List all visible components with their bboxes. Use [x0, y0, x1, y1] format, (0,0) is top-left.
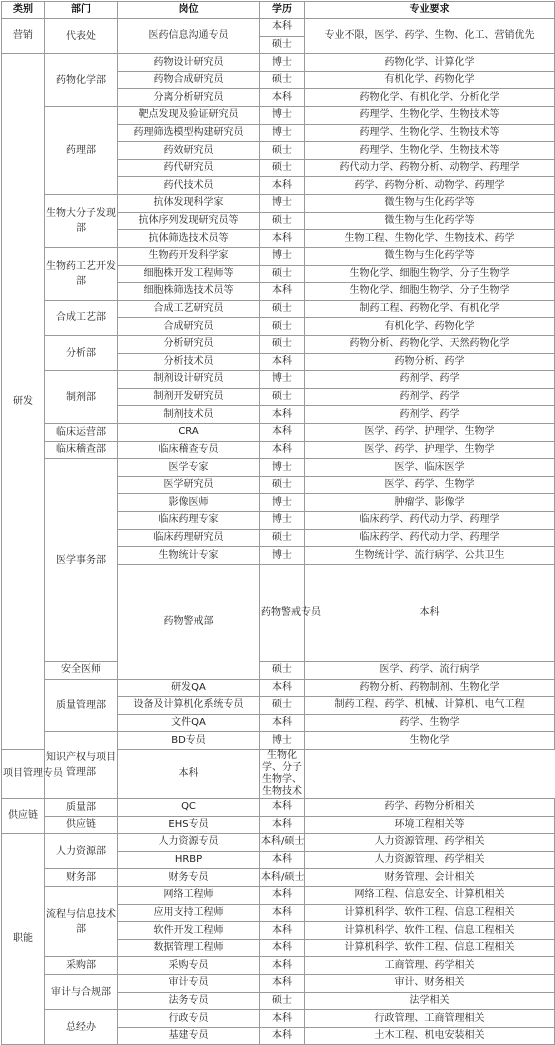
major-requirement-cell: 药物分析、药物制剂、生物化学 [305, 679, 555, 697]
education-cell: 硕士 [260, 36, 305, 54]
major-requirement-cell: 医学、药学、流行病学 [305, 661, 555, 679]
education-cell: 本科 [260, 19, 305, 37]
header-major-requirement: 专业要求 [305, 2, 555, 19]
education-cell: 本科 [305, 564, 555, 661]
table-row [2, 732, 555, 750]
education-cell: 本科/硕士 [260, 834, 305, 852]
major-requirement-cell: 制药工程、药物化学、有机化学 [305, 300, 555, 318]
department-cell: 合成工艺部 [45, 300, 118, 335]
major-requirement-cell: 工商管理、药学相关 [305, 957, 555, 975]
header-category: 类别 [2, 2, 45, 19]
table-row [2, 816, 555, 834]
position-cell: 项目管理专员 [2, 749, 45, 798]
position-cell: 行政专员 [118, 1010, 260, 1028]
major-requirement-cell: 生物工程、生物化学、生物技术、药学 [305, 230, 555, 248]
position-cell: 细胞株开发工程师等 [118, 265, 260, 283]
major-requirement-cell: 药理学、生物化学、生物技术等 [305, 124, 555, 142]
position-cell: 应用支持工程师 [118, 904, 260, 922]
education-cell: 硕士 [260, 212, 305, 230]
position-cell: 法务专员 [118, 992, 260, 1010]
department-cell: 流程与信息技术部 [45, 886, 118, 956]
department-cell: 药物化学部 [45, 54, 118, 107]
position-cell: 财务专员 [118, 869, 260, 887]
education-cell: 本科 [260, 922, 305, 940]
position-cell: EHS专员 [118, 816, 260, 834]
major-requirement-cell: 肿瘤学、影像学 [305, 494, 555, 512]
department-cell: 质量管理部 [45, 679, 118, 732]
education-cell: 本科 [118, 749, 260, 798]
position-cell: 药理筛选模型构建研究员 [118, 124, 260, 142]
education-cell: 博士 [260, 247, 305, 265]
department-cell: 药理部 [45, 107, 118, 195]
position-cell: 制剂开发研究员 [118, 388, 260, 406]
major-requirement-cell: 药学、药物分析相关 [305, 798, 555, 816]
position-cell: QC [118, 798, 260, 816]
table-row [2, 424, 555, 442]
major-requirement-cell: 药剂学、药学 [305, 406, 555, 424]
position-cell: 软件开发工程师 [118, 922, 260, 940]
position-cell: 医学研究员 [118, 476, 260, 494]
position-cell: 抗体序列发现研究员等 [118, 212, 260, 230]
table-body [2, 19, 555, 1045]
table-row [2, 975, 555, 993]
education-cell: 硕士 [260, 142, 305, 160]
major-requirement-cell: 药物分析、药学 [305, 353, 555, 371]
table-row [2, 1010, 555, 1028]
major-requirement-cell: 临床药学、药代动力学、药理学 [305, 512, 555, 530]
education-cell: 本科 [260, 353, 305, 371]
position-cell: 采购专员 [118, 957, 260, 975]
table-row [2, 957, 555, 975]
table-row [2, 798, 555, 816]
education-cell: 博士 [260, 124, 305, 142]
major-requirement-cell: 药物化学、有机化学、分析化学 [305, 89, 555, 107]
major-requirement-cell: 审计、财务相关 [305, 975, 555, 993]
position-cell: 药代技术员 [118, 177, 260, 195]
table-row [2, 195, 555, 213]
table-row [2, 54, 555, 72]
education-cell: 硕士 [260, 388, 305, 406]
department-cell: 质量部 [45, 798, 118, 816]
department-cell: 代表处 [45, 19, 118, 54]
education-cell: 硕士 [260, 265, 305, 283]
position-cell: 人力资源专员 [118, 834, 260, 852]
education-cell: 本科 [260, 177, 305, 195]
major-requirement-cell: 计算机科学、软件工程、信息工程相关 [305, 939, 555, 957]
major-requirement-cell: 专业不限，医学、药学、生物、化工、营销优先 [305, 19, 555, 54]
education-cell: 本科 [260, 975, 305, 993]
category-cell: 供应链 [2, 798, 45, 833]
major-requirement-cell: 微生物与生化药学等 [305, 247, 555, 265]
table-row [2, 679, 555, 697]
position-cell: 分析技术员 [118, 353, 260, 371]
department-cell: 生物大分子发现部 [45, 195, 118, 248]
major-requirement-cell: 医学、临床医学 [305, 459, 555, 477]
position-cell: 影像医师 [118, 494, 260, 512]
education-cell: 本科 [260, 957, 305, 975]
table-row [2, 247, 555, 265]
major-requirement-cell: 生物化学 [305, 732, 555, 750]
education-cell: 硕士 [260, 335, 305, 353]
position-cell: 分析研究员 [118, 335, 260, 353]
education-cell: 本科 [260, 798, 305, 816]
education-cell: 本科 [260, 679, 305, 697]
table-row [2, 869, 555, 887]
position-cell: 抗体发现科学家 [118, 195, 260, 213]
major-requirement-cell: 药理学、生物化学、生物技术等 [305, 107, 555, 125]
position-cell: 合成工艺研究员 [118, 300, 260, 318]
position-cell: 基建专员 [118, 1027, 260, 1045]
major-requirement-cell: 土木工程、机电安装相关 [305, 1027, 555, 1045]
major-requirement-cell: 生物化学、细胞生物学、分子生物学 [305, 265, 555, 283]
category-cell: 职能 [2, 834, 45, 1045]
major-requirement-cell: 生物化学、分子生物学、生物技术 [260, 749, 305, 798]
major-requirement-cell: 药剂学、药学 [305, 388, 555, 406]
education-cell: 博士 [260, 107, 305, 125]
position-cell: 医学专家 [118, 459, 260, 477]
position-cell: HRBP [118, 851, 260, 869]
education-cell: 硕士 [260, 992, 305, 1010]
education-cell: 硕士 [260, 661, 305, 679]
education-cell: 硕士 [260, 71, 305, 89]
major-requirement-cell: 药代动力学、药物分析、动物学、药理学 [305, 159, 555, 177]
position-cell: BD专员 [118, 732, 260, 750]
department-cell: 临床稽查部 [45, 441, 118, 459]
education-cell: 本科 [260, 904, 305, 922]
education-cell: 本科 [260, 230, 305, 248]
major-requirement-cell: 微生物与生化药学等 [305, 195, 555, 213]
major-requirement-cell: 药物分析、药物化学、天然药物化学 [305, 335, 555, 353]
education-cell: 博士 [260, 54, 305, 72]
department-cell: 临床运营部 [45, 424, 118, 442]
position-cell: 医药信息沟通专员 [118, 19, 260, 54]
position-cell: 药物警戒专员 [260, 564, 305, 661]
position-cell: 文件QA [118, 714, 260, 732]
major-requirement-cell: 计算机科学、软件工程、信息工程相关 [305, 904, 555, 922]
education-cell: 本科 [260, 424, 305, 442]
education-cell: 本科/硕士 [260, 869, 305, 887]
major-requirement-cell: 医学、药学、护理学、生物学 [305, 441, 555, 459]
major-requirement-cell: 临床药学、药代动力学、药理学 [305, 529, 555, 547]
major-requirement-cell: 药学、药物分析、动物学、药理学 [305, 177, 555, 195]
major-requirement-cell: 人力资源管理、药学相关 [305, 834, 555, 852]
education-cell: 本科 [260, 851, 305, 869]
major-requirement-cell: 医学、药学、生物学 [305, 476, 555, 494]
table-row [2, 335, 555, 353]
education-cell: 本科 [260, 886, 305, 904]
education-cell: 硕士 [260, 159, 305, 177]
position-cell: 抗体筛选技术员等 [118, 230, 260, 248]
table-row [2, 459, 555, 477]
major-requirement-cell: 药理学、生物化学、生物技术等 [305, 142, 555, 160]
education-cell: 博士 [260, 195, 305, 213]
major-requirement-cell: 药剂学、药学 [305, 371, 555, 389]
department-cell: 知识产权与项目管理部 [45, 732, 118, 799]
major-requirement-cell: 环境工程相关等 [305, 816, 555, 834]
position-cell: CRA [118, 424, 260, 442]
department-cell: 分析部 [45, 335, 118, 370]
education-cell: 博士 [260, 732, 305, 750]
table-row [2, 834, 555, 852]
education-cell: 硕士 [260, 318, 305, 336]
position-cell: 临床稽查专员 [118, 441, 260, 459]
major-requirement-cell: 有机化学、药物化学 [305, 71, 555, 89]
education-cell: 本科 [260, 939, 305, 957]
education-cell: 本科 [260, 441, 305, 459]
table-row [2, 661, 555, 679]
position-cell: 药代研究员 [118, 159, 260, 177]
table-row [2, 107, 555, 125]
department-cell: 生物药工艺开发部 [45, 247, 118, 300]
header-education: 学历 [260, 2, 305, 19]
position-cell: 制剂技术员 [118, 406, 260, 424]
department-cell: 药物警戒部 [118, 564, 260, 679]
position-cell: 审计专员 [118, 975, 260, 993]
position-cell: 药物合成研究员 [118, 71, 260, 89]
education-cell: 硕士 [260, 697, 305, 715]
position-cell: 药效研究员 [118, 142, 260, 160]
education-cell: 博士 [260, 512, 305, 530]
education-cell: 硕士 [260, 476, 305, 494]
major-requirement-cell: 财务管理、会计相关 [305, 869, 555, 887]
education-cell: 本科 [260, 816, 305, 834]
major-requirement-cell: 计算机科学、软件工程、信息工程相关 [305, 922, 555, 940]
table-row [2, 886, 555, 904]
department-cell: 财务部 [45, 869, 118, 887]
major-requirement-cell: 药物化学、计算化学 [305, 54, 555, 72]
major-requirement-cell: 有机化学、药物化学 [305, 318, 555, 336]
header-department: 部门 [45, 2, 118, 19]
major-requirement-cell: 药学、生物学 [305, 714, 555, 732]
position-cell: 合成研究员 [118, 318, 260, 336]
position-cell: 生物药开发科学家 [118, 247, 260, 265]
recruitment-table [1, 1, 555, 1045]
department-cell: 审计与合规部 [45, 975, 118, 1010]
header-position: 岗位 [118, 2, 260, 19]
position-cell: 研发QA [118, 679, 260, 697]
education-cell: 硕士 [260, 529, 305, 547]
education-cell: 本科 [260, 714, 305, 732]
position-cell: 生物统计专家 [118, 547, 260, 565]
table-row [2, 371, 555, 389]
education-cell: 本科 [260, 1010, 305, 1028]
major-requirement-cell: 生物化学、细胞生物学、分子生物学 [305, 283, 555, 301]
major-requirement-cell: 人力资源管理、药学相关 [305, 851, 555, 869]
header-row [2, 2, 555, 19]
position-cell: 数据管理工程师 [118, 939, 260, 957]
major-requirement-cell: 法学相关 [305, 992, 555, 1010]
education-cell: 博士 [260, 459, 305, 477]
department-cell: 人力资源部 [45, 834, 118, 869]
position-cell: 细胞株筛选技术员等 [118, 283, 260, 301]
department-cell: 医学事务部 [45, 459, 118, 662]
category-cell: 营销 [2, 19, 45, 54]
position-cell: 靶点发现及验证研究员 [118, 107, 260, 125]
table-row [2, 19, 555, 37]
position-cell: 分离分析研究员 [118, 89, 260, 107]
education-cell: 硕士 [260, 300, 305, 318]
department-cell: 总经办 [45, 1010, 118, 1045]
position-cell: 药物设计研究员 [118, 54, 260, 72]
education-cell: 本科 [260, 89, 305, 107]
education-cell: 博士 [260, 494, 305, 512]
department-cell: 制剂部 [45, 371, 118, 424]
department-cell: 采购部 [45, 957, 118, 975]
education-cell: 博士 [260, 371, 305, 389]
education-cell: 博士 [260, 547, 305, 565]
major-requirement-cell: 行政管理、工商管理相关 [305, 1010, 555, 1028]
table-row [2, 441, 555, 459]
education-cell: 本科 [260, 406, 305, 424]
major-requirement-cell: 医学、药学、护理学、生物学 [305, 424, 555, 442]
position-cell: 安全医师 [45, 661, 118, 679]
major-requirement-cell: 网络工程、信息安全、计算机相关 [305, 886, 555, 904]
major-requirement-cell: 微生物与生化药学等 [305, 212, 555, 230]
position-cell: 临床药理专家 [118, 512, 260, 530]
position-cell: 设备及计算机化系统专员 [118, 697, 260, 715]
position-cell: 制剂设计研究员 [118, 371, 260, 389]
table-row [2, 300, 555, 318]
position-cell: 网络工程师 [118, 886, 260, 904]
major-requirement-cell: 制药工程、药学、机械、计算机、电气工程 [305, 697, 555, 715]
education-cell: 本科 [260, 283, 305, 301]
category-cell: 研发 [2, 54, 45, 750]
major-requirement-cell: 生物统计学、流行病学、公共卫生 [305, 547, 555, 565]
department-cell: 供应链 [45, 816, 118, 834]
education-cell: 本科 [260, 1027, 305, 1045]
position-cell: 临床药理研究员 [118, 529, 260, 547]
